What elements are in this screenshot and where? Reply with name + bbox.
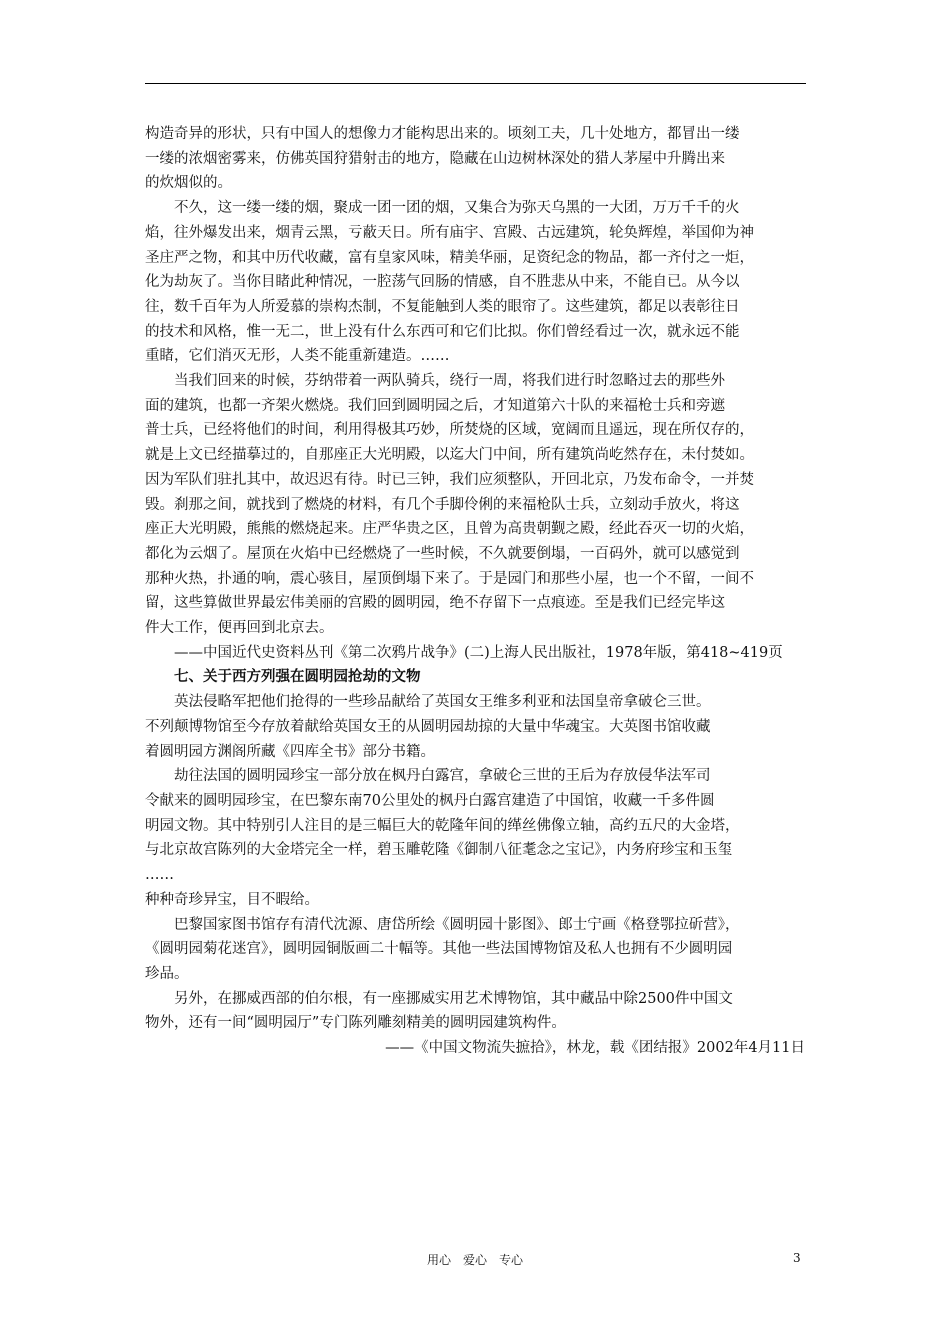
paragraph-line: 劫往法国的圆明园珍宝一部分放在枫丹白露宫，拿破仑三世的王后为存放侵华法军司	[174, 768, 711, 785]
paragraph-line: 明园文物。其中特别引人注目的是三幅巨大的乾隆年间的缂丝佛像立轴，高约五尺的大金塔，	[145, 817, 740, 834]
paragraph-line: 座正大光明殿，熊熊的燃烧起来。庄严华贵之区，且曾为高贵朝觐之殿，经此吞灭一切的火焰，	[145, 521, 754, 538]
paragraph-line: 因为军队们驻扎其中，故迟迟有待。时已三钟，我们应须整队，开回北京，乃发布命令，一并焚	[145, 471, 754, 488]
paragraph-line: 都化为云烟了。屋顶在火焰中已经燃烧了一些时候，不久就要倒塌，一百码外，就可以感觉到	[145, 545, 740, 562]
paragraph-line: 当我们回来的时候，芬纳带着一两队骑兵，绕行一周，将我们进行时忽略过去的那些外	[174, 373, 725, 390]
paragraph-line: 《圆明园菊花迷宫》，圆明园铜版画二十幅等。其他一些法国博物馆及私人也拥有不少圆明园	[145, 941, 733, 958]
section-heading: 七、关于西方列强在圆明园抢劫的文物	[174, 668, 421, 686]
header-rule	[145, 83, 806, 84]
paragraph-line: 不久，这一缕一缕的烟，聚成一团一团的烟，又集合为弥天乌黑的一大团，万万千千的火	[174, 200, 740, 217]
paragraph-line: 件大工作，便再回到北京去。	[145, 620, 334, 637]
source-citation: ——中国近代史资料丛刊《第二次鸦片战争》(二)上海人民出版社，1978年版，第418~419页	[174, 644, 783, 661]
page-number: 3	[793, 1251, 801, 1265]
paragraph-line: 令献来的圆明园珍宝，在巴黎东南70公里处的枫丹白露宫建造了中国馆，收藏一千多件圆	[145, 792, 715, 809]
paragraph-line: 留，这些算做世界最宏伟美丽的宫殿的圆明园，绝不存留下一点痕迹。至是我们已经完毕这	[145, 595, 725, 612]
paragraph-line: 面的建筑，也都一齐架火燃烧。我们回到圆明园之后，才知道第六十队的来福枪士兵和旁遮	[145, 397, 725, 414]
paragraph-line: 毁。刹那之间，就找到了燃烧的材料，有几个手脚伶俐的来福枪队士兵，立刻动手放火，将这	[145, 496, 740, 513]
paragraph-line: 往，数千百年为人所爱慕的崇构杰制，不复能触到人类的眼帘了。这些建筑，都足以表彰往日	[145, 298, 740, 315]
paragraph-line: 的技术和风格，惟一无二，世上没有什么东西可和它们比拟。你们曾经看过一次，就永远不能	[145, 323, 740, 340]
paragraph-line: 不列颠博物馆至今存放着献给英国女王的从圆明园劫掠的大量中华魂宝。大英图书馆收藏	[145, 718, 711, 735]
paragraph-line: 化为劫灰了。当你目睹此种情况，一腔荡气回肠的情感，自不胜悲从中来，不能自已。从今以	[145, 274, 740, 291]
paragraph-line: 普士兵，已经将他们的时间，利用得极其巧妙，所焚烧的区域，宽阔而且遥远，现在所仅存的，	[145, 422, 754, 439]
paragraph-line: 构造奇异的形状，只有中国人的想像力才能构思出来的。顷刻工夫，几十处地方，都冒出一缕	[145, 126, 740, 142]
paragraph-line: 物外，还有一间“圆明园厅”专门陈列雕刻精美的圆明园建筑构件。	[145, 1015, 566, 1032]
paragraph-line: 的炊烟似的。	[145, 175, 232, 192]
source-citation: ——《中国文物流失摭拾》，林龙，载《团结报》2002年4月11日	[385, 1040, 805, 1057]
paragraph-line: 与北京故宫陈列的大金塔完全一样，碧玉雕乾隆《御制八征耄念之宝记》，内务府珍宝和玉玺	[145, 842, 733, 859]
paragraph-line: 英法侵略军把他们抢得的一些珍品献给了英国女王维多利亚和法国皇帝拿破仑三世。	[174, 694, 711, 711]
paragraph-line: 一缕的浓烟密雾来，仿佛英国狩猎射击的地方，隐藏在山边树林深处的猎人茅屋中升腾出来	[145, 150, 725, 167]
paragraph-line: 圣庄严之物，和其中历代收藏，富有皇家风味，精美华丽，足资纪念的物品，都一齐付之一炬，	[145, 249, 754, 266]
paragraph-line: 着圆明园方渊阁所藏《四库全书》部分书籍。	[145, 743, 435, 760]
paragraph-line: 就是上文已经描摹过的，自那座正大光明殿，以迄大门中间，所有建筑尚屹然存在，未付焚如。	[145, 447, 754, 464]
paragraph-line: 重睹，它们消灭无形，人类不能重新建造。……	[145, 348, 450, 365]
paragraph-line: 那种火热，扑通的响，震心骇目，屋顶倒塌下来了。于是园门和那些小屋，也一个不留，一间不	[145, 570, 754, 587]
paragraph-line: 巴黎国家图书馆存有清代沈源、唐岱所绘《圆明园十影图》、郎士宁画《格登鄂拉斫营》，	[174, 916, 740, 933]
paragraph-line: ……	[145, 867, 174, 884]
paragraph-line: 珍品。	[145, 965, 189, 982]
document-body	[145, 122, 807, 1061]
paragraph-line: 另外，在挪威西部的伯尔根，有一座挪威实用艺术博物馆，其中藏品中除2500件中国文	[174, 990, 733, 1007]
footer-motto: 用心 爱心 专心	[426, 1253, 523, 1267]
paragraph-line: 焰，往外爆发出来，烟青云黑，亏蔽天日。所有庙宇、宫殿、古远建筑，轮奂辉煌，举国仰为神	[145, 224, 754, 241]
paragraph-line: 种种奇珍异宝，目不暇给。	[145, 891, 319, 908]
